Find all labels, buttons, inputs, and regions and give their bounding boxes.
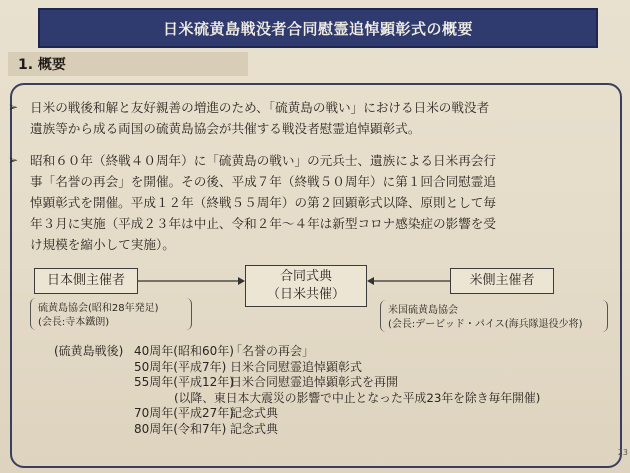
history-event: 「名誉の再会」: [230, 344, 315, 358]
history-year: 40周年(昭和60年): [134, 344, 234, 358]
history-event: 日米合同慰霊追悼顕彰式を再開: [230, 375, 399, 390]
us-organizer-box: [450, 268, 554, 294]
bullet-1-line: 日米の戦後和解と友好親善の増進のため、「硫黄島の戦い」における日米の戦没者: [30, 100, 490, 115]
history-event: 記念式典: [230, 406, 279, 421]
history-year: 70周年(平成27年): [134, 406, 234, 421]
history-year: 55周年(平成12年): [134, 375, 234, 390]
japan-organizer-box: [34, 268, 138, 294]
us-note-line: 米国硫黄島協会: [388, 305, 458, 316]
bullet-arrow-icon: ➢: [8, 153, 19, 167]
bullet-2-line: 悼顕彰式を開催。平成１２年（終戦５５周年）の第２回顕彰式以降、原則として毎: [30, 195, 496, 210]
joint-ceremony-box: [245, 265, 367, 307]
japan-organizer-note: [38, 302, 159, 330]
history-year: 50周年(平成7年): [134, 359, 227, 374]
history-row: [54, 344, 614, 360]
history-note: (以降、東日本大震災の影響で中止となった平成23年を除き毎年開催): [174, 390, 541, 405]
bullet-2-line: 年３月に実施（平成２３年は中止、令和２年～４年は新型コロナ感染症の影響を受: [30, 216, 496, 231]
history-timeline: [54, 344, 614, 438]
bullet-1-line: 遺族等から成る両国の硫黄島協会が共催する戦没者慰霊追悼顕彰式。: [30, 121, 421, 136]
joint-ceremony-label: 合同式典: [279, 269, 332, 284]
japan-note-line: 硫黄島協会(昭和28年発足): [38, 303, 159, 314]
history-event: 日米合同慰霊追悼顕彰式: [230, 359, 363, 374]
page-number: 23: [617, 448, 628, 457]
bullet-arrow-icon: ➢: [8, 100, 19, 114]
bullet-2-line: 事「名誉の再会」を開催。その後、平成７年（終戦５０周年）に第１回合同慰霊追: [30, 174, 496, 189]
us-organizer-note: [388, 304, 583, 332]
joint-ceremony-sublabel: （日米共催）: [266, 287, 345, 302]
history-row: [54, 422, 614, 438]
slide-title: 日米硫黄島戦没者合同慰霊追悼顕彰式の概要: [162, 19, 473, 38]
japan-note-line: (会長:寺本鐵朗): [38, 317, 110, 328]
section-title: 1. 概要: [18, 57, 66, 73]
us-note-line: (会長:デービッド・パイス(海兵隊退役少将): [388, 319, 583, 330]
history-prefix: (硫黄島戦後): [54, 344, 124, 358]
history-year: 80周年(令和7年): [134, 421, 227, 436]
history-row: [54, 406, 614, 422]
bullet-2-line: 昭和６０年（終戦４０周年）に「硫黄島の戦い」の元兵士、遺族による日米再会行: [30, 153, 496, 168]
bullet-2-line: け規模を縮小して実施）。: [30, 237, 175, 252]
history-row: [54, 360, 614, 376]
history-event: 記念式典: [230, 421, 279, 436]
history-row: [54, 375, 614, 391]
japan-organizer-label: 日本側主催者: [46, 273, 125, 288]
us-organizer-label: 米側主催者: [469, 273, 535, 288]
